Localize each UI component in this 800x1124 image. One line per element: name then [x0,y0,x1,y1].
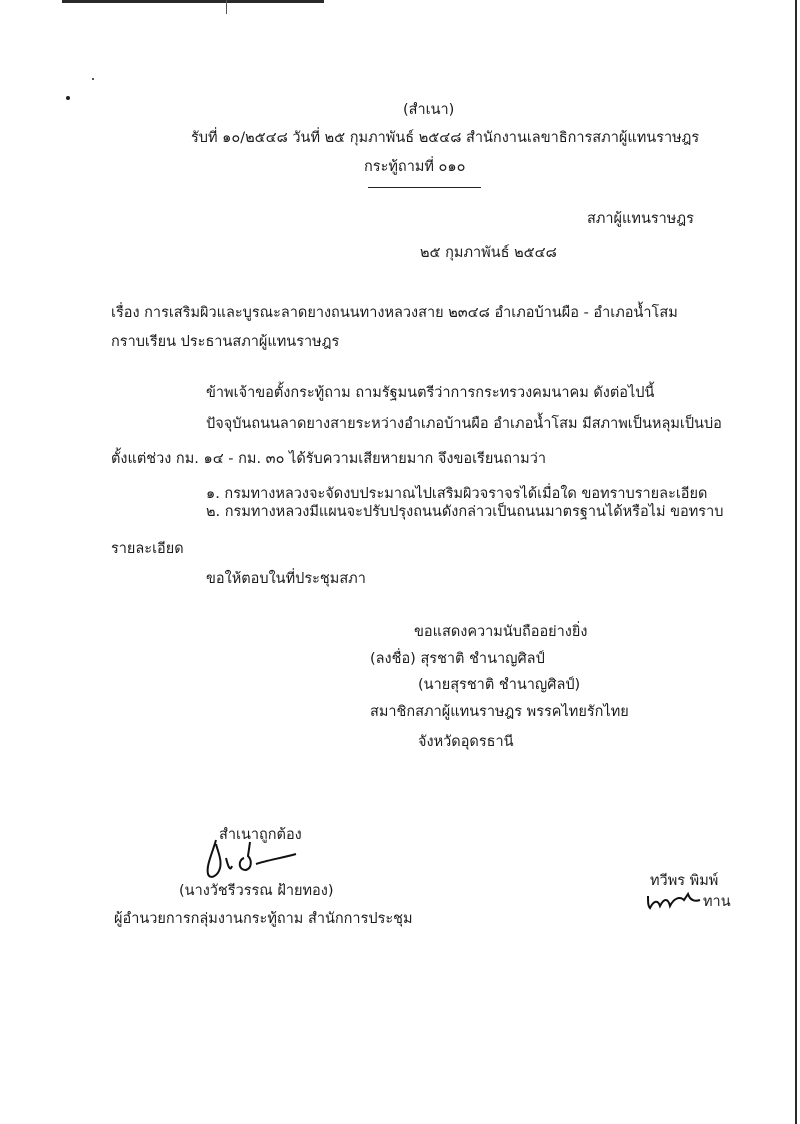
full-name: (นายสุรชาติ ชำนาญศิลป์) [418,677,581,693]
salutation: กราบเรียน ประธานสภาผู้แทนราษฎร [111,334,340,350]
question-2-line-1: ๒. กรมทางหลวงมีแผนจะปรับปรุงถนนดังกล่าวเป็นถนนมาตรฐานได้หรือไม่ ขอทราบ [206,504,724,520]
header-divider [368,187,481,188]
received-line: รับที่ ๑๐/๒๕๔๘ วันที่ ๒๕ กุมภาพันธ์ ๒๕๔๘ สำนักงานเลขาธิการสภาผู้แทนราษฎร [191,130,700,146]
regards: ขอแสดงความนับถืออย่างยิ่ง [414,624,588,640]
closing-request: ขอให้ตอบในที่ประชุมสภา [206,571,366,587]
checker-initials-icon [644,890,704,912]
question-2-line-2: รายละเอียด [111,541,184,557]
body-paragraph-2-line-1: ปัจจุบันถนนลาดยางสายระหว่างอำเภอบ้านผือ อำเภอน้ำโสม มีสภาพเป็นหลุมเป็นบ่อ [206,416,722,432]
copy-label: (สำเนา) [403,102,455,118]
body-paragraph-1: ข้าพเจ้าขอตั้งกระทู้ถาม ถามรัฐมนตรีว่าการกระทรวงคมนาคม ดังต่อไปนี้ [206,385,655,401]
province: จังหวัดอุดรธานี [418,734,514,750]
typist-name: ทวีพร พิมพ์ [650,873,719,889]
scan-speck [92,78,94,80]
signed-name: (ลงชื่อ) สุรชาติ ชำนาญศิลป์ [370,651,545,667]
body-paragraph-2-line-2: ตั้งแต่ช่วง กม. ๑๔ - กม. ๓๐ ได้รับความเสียหายมาก จึงขอเรียนถามว่า [111,451,546,467]
letter-date: ๒๕ กุมภาพันธ์ ๒๕๔๘ [420,245,557,261]
handwritten-signature-icon [196,832,306,882]
scan-edge-top [62,0,324,3]
checked-by-label: ทาน [703,894,731,910]
member-position: สมาชิกสภาผู้แทนราษฎร พรรคไทยรักไทย [370,704,629,720]
scan-edge-tick [226,0,227,14]
certified-copy-label: สำเนาถูกต้อง [219,827,302,843]
certifier-title: ผู้อำนวยการกลุ่มงานกระทู้ถาม สำนักการประชุม [114,911,413,927]
scan-edge-right [795,0,797,1124]
sender: สภาผู้แทนราษฎร [587,211,694,227]
certifier-name: (นางวัชรีวรรณ ฝ้ายทอง) [179,883,334,899]
scan-speck [66,96,70,100]
subject-line: เรื่อง การเสริมผิวและบูรณะลาดยางถนนทางหลวงสาย ๒๓๔๘ อำเภอบ้านผือ - อำเภอน้ำโสม [111,305,678,321]
question-1: ๑. กรมทางหลวงจะจัดงบประมาณไปเสริมผิวจราจรได้เมื่อใด ขอทราบรายละเอียด [206,486,708,502]
question-number: กระทู้ถามที่ ๐๑๐ [364,159,466,175]
